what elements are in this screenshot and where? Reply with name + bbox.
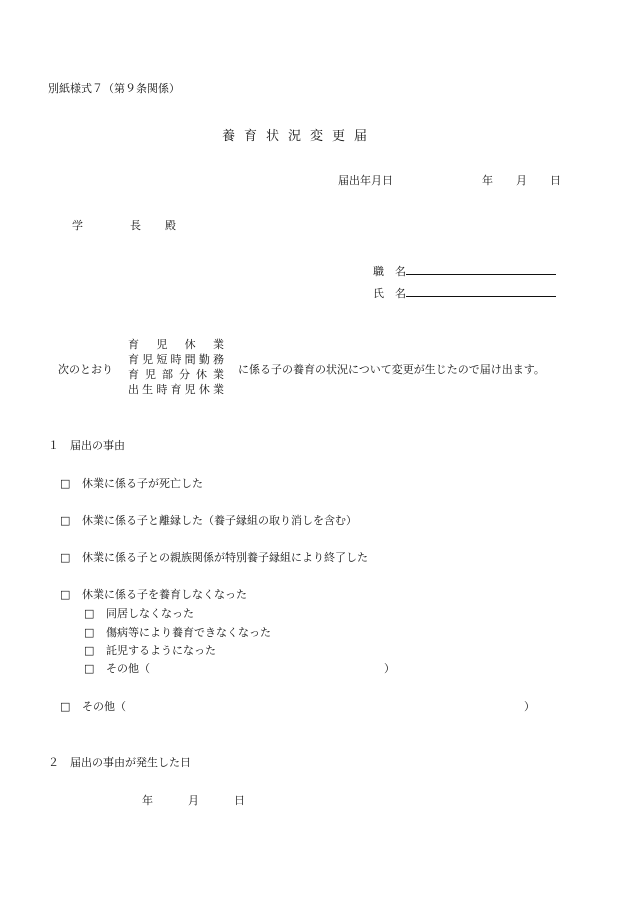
addressee-cho: 長 (130, 219, 141, 232)
sub-reason-label: 託児するようになった (106, 644, 216, 657)
checkbox[interactable]: □ (84, 662, 95, 675)
page-title: 養育状況変更届 (222, 129, 377, 144)
sub-reason-option[interactable] (84, 605, 194, 621)
statement-prefix: 次のとおり (58, 363, 113, 376)
reason-option-label: 休業に係る子を養育しなくなった (82, 588, 247, 601)
checkbox[interactable]: □ (84, 644, 95, 657)
name-label: 氏 名 (373, 287, 406, 300)
reason-option-label: 休業に係る子と離縁した（養子縁組の取り消しを含む） (82, 514, 357, 527)
reason-option[interactable] (60, 549, 368, 565)
section1-heading: １ 届出の事由 (48, 439, 125, 452)
checkbox[interactable]: □ (60, 551, 71, 564)
checkbox[interactable]: □ (60, 588, 71, 601)
submission-date-label: 届出年月日 (338, 174, 393, 187)
sub-reason-option[interactable] (84, 624, 271, 640)
reason-option[interactable] (60, 586, 247, 602)
checkbox[interactable]: □ (84, 607, 95, 620)
submission-year-label: 年 (482, 174, 493, 187)
other-label: その他（ (82, 700, 126, 713)
submission-month-label: 月 (516, 174, 527, 187)
name-input-line[interactable] (406, 284, 556, 297)
reason-other[interactable] (60, 698, 126, 714)
occurrence-day-label: 日 (234, 794, 245, 807)
sub-other-label: その他（ (106, 662, 150, 675)
reason-option[interactable] (60, 512, 357, 528)
sub-reason-label: 傷病等により養育できなくなった (106, 626, 271, 639)
form-reference: 別紙様式７（第９条関係） (48, 82, 180, 95)
checkbox[interactable]: □ (84, 626, 95, 639)
other-close: ） (524, 700, 535, 713)
sub-reason-label: 同居しなくなった (106, 607, 194, 620)
reason-option-label: 休業に係る子との親族関係が特別養子縁組により終了した (82, 551, 368, 564)
addressee-gaku: 学 (72, 219, 83, 232)
position-field[interactable] (373, 262, 556, 279)
leave-type-partial-leave: 育児部分休業 (128, 368, 224, 381)
leave-type-birth-leave: 出生時育児休業 (128, 383, 224, 396)
statement-suffix: に係る子の養育の状況について変更が生じたので届け出ます。 (238, 363, 545, 376)
section2-heading: ２ 届出の事由が発生した日 (48, 756, 191, 769)
position-label: 職 名 (373, 265, 406, 278)
occurrence-month-label: 月 (188, 794, 199, 807)
position-input-line[interactable] (406, 262, 556, 275)
checkbox[interactable]: □ (60, 700, 71, 713)
reason-option[interactable] (60, 475, 203, 491)
sub-reason-option[interactable] (84, 642, 216, 658)
sub-other-close: ） (384, 662, 395, 675)
reason-option-label: 休業に係る子が死亡した (82, 477, 203, 490)
submission-day-label: 日 (550, 174, 561, 187)
leave-type-childcare-leave: 育児休業 (128, 338, 224, 351)
name-field[interactable] (373, 284, 556, 301)
leave-types (128, 337, 224, 397)
leave-type-short-hours: 育児短時間勤務 (128, 353, 224, 366)
occurrence-year-label: 年 (142, 794, 153, 807)
checkbox[interactable]: □ (60, 514, 71, 527)
sub-reason-other[interactable] (84, 660, 150, 676)
checkbox[interactable]: □ (60, 477, 71, 490)
addressee-dono: 殿 (165, 219, 176, 232)
